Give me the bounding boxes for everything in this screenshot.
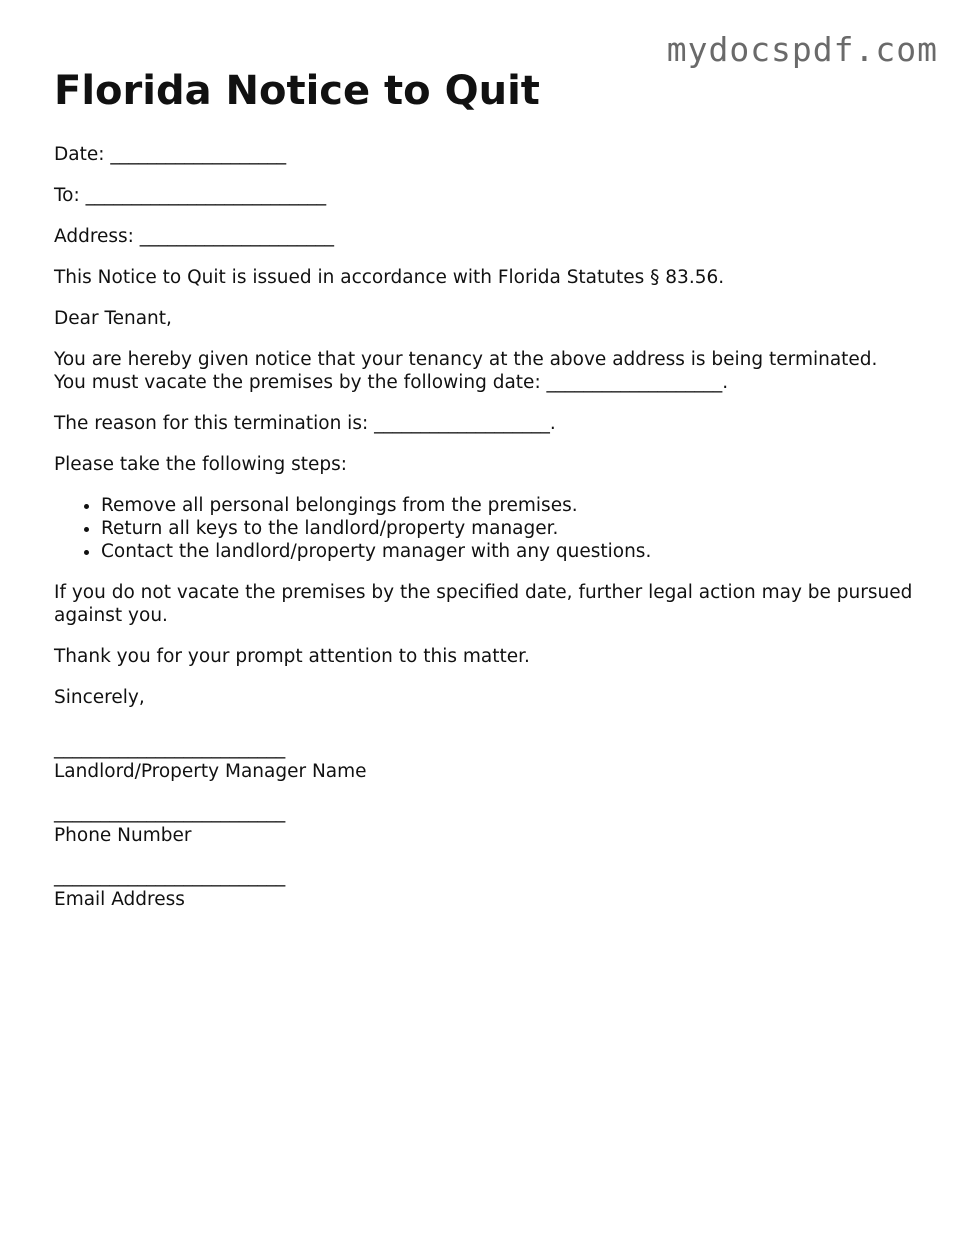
list-item: • Return all keys to the landlord/property manager. — [101, 517, 914, 540]
date-field: Date: ___________________ — [54, 144, 287, 165]
email-label: Email Address — [54, 889, 185, 910]
signature-name — [54, 737, 914, 783]
notice-line-2: You must vacate the premises by the following date: ___________________. — [54, 372, 729, 393]
notice-line-1: You are hereby given notice that your tenancy at the above address is being terminated. — [54, 349, 878, 370]
statute-paragraph: This Notice to Quit is issued in accordance with Florida Statutes § 83.56. — [54, 267, 725, 288]
name-label: Landlord/Property Manager Name — [54, 761, 367, 782]
signature-line: _________________________ — [54, 802, 286, 823]
closing: Sincerely, — [54, 687, 145, 708]
watermark: mydocspdf.com — [666, 30, 938, 69]
signature-line: _________________________ — [54, 738, 286, 759]
steps-list — [54, 494, 914, 563]
phone-label: Phone Number — [54, 825, 192, 846]
list-item: • Contact the landlord/property manager with any questions. — [101, 540, 914, 563]
document-title: Florida Notice to Quit — [54, 68, 540, 114]
notice-paragraph — [54, 348, 914, 394]
address-field: Address: _____________________ — [54, 226, 335, 247]
list-item: • Remove all personal belongings from the premises. — [101, 494, 914, 517]
signature-line: _________________________ — [54, 866, 286, 887]
steps-intro: Please take the following steps: — [54, 454, 348, 475]
signature-block — [54, 737, 914, 911]
to-field: To: __________________________ — [54, 185, 327, 206]
reason-paragraph: The reason for this termination is: ___________________. — [54, 413, 556, 434]
signature-email — [54, 865, 914, 911]
thanks-paragraph: Thank you for your prompt attention to this matter. — [54, 646, 530, 667]
document — [54, 66, 914, 929]
salutation: Dear Tenant, — [54, 308, 172, 329]
signature-phone — [54, 801, 914, 847]
warning-paragraph: If you do not vacate the premises by the specified date, further legal action may be pursued against you. — [54, 582, 913, 626]
